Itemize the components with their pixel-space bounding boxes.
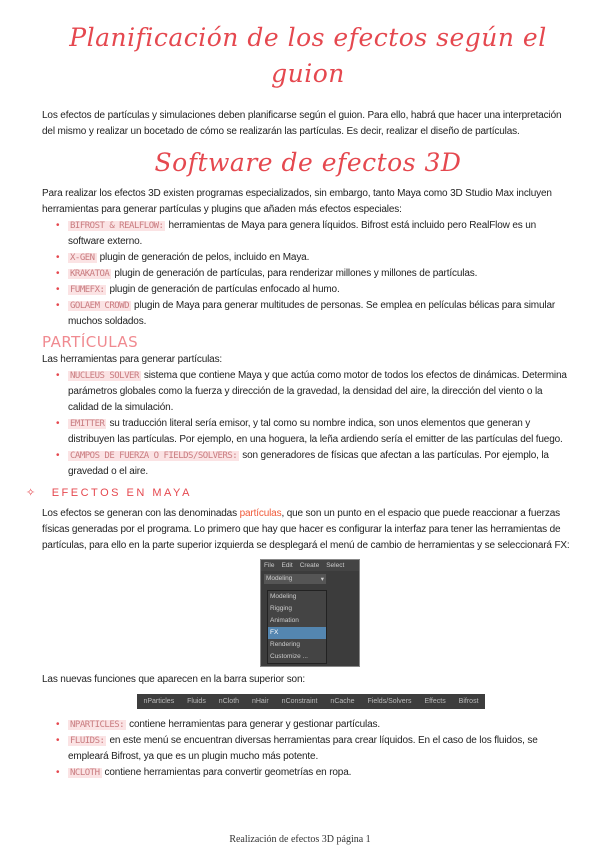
menubar-item: nCloth [218, 698, 240, 705]
term-description: contiene herramientas para generar y gestionar partículas. [129, 719, 380, 730]
list-item [56, 717, 574, 733]
maya-text: , que son un punto en el espacio que puede reaccionar a fuerzas físicas generadas por el programa. Lo primero que hay que hacer es configurar la interfaz para tener las herramientas de partículas, para ello en la parte superior izquierda se desplegará el menú de cambio de herramientas y se seleccionará FX: [42, 508, 570, 551]
page-footer: Realización de efectos 3D página 1 [229, 834, 371, 845]
particulas-intro: Las herramientas para generar partículas: [42, 354, 223, 365]
software-intro: Para realizar los efectos 3D existen programas especializados, sin embargo, tanto Maya como 3D Studio Max incluyen herramientas para generar partículas y plugins que añaden más efectos especiales: [42, 188, 552, 215]
funciones-list [56, 717, 574, 781]
workspace-dropdown [267, 590, 327, 664]
bullet-icon: • [56, 300, 60, 311]
term-description: son generadores de físicas que afectan a las partículas. Por ejemplo, la gravedad o el aire. [68, 450, 549, 477]
list-item [56, 368, 574, 416]
term-description: contiene herramientas para convertir geometrías en ropa. [104, 767, 352, 778]
list-item [56, 282, 574, 298]
bullet-icon: • [56, 252, 60, 263]
term-description: herramientas de Maya para genera líquidos. Bifrost está incluido pero RealFlow es un software externo. [68, 220, 537, 247]
maya-workspace-screenshot [260, 559, 360, 667]
highlight-particulas: partículas [239, 508, 282, 519]
term-description: plugin de Maya para generar multitudes de personas. Se emplea en películas bélicas para simular muchos soldados. [68, 300, 556, 327]
screenshot-menu-item: Select [326, 562, 345, 569]
list-item [56, 416, 574, 448]
screenshot-menu-item: Create [299, 562, 320, 569]
dropdown-option: Animation [270, 617, 299, 624]
bullet-icon: • [56, 370, 60, 381]
dropdown-option: Modeling [270, 593, 297, 600]
maya-heading [26, 484, 574, 502]
bullet-icon: • [56, 450, 60, 461]
sparkle-icon: ✧ [26, 487, 38, 499]
list-item [56, 765, 574, 781]
term-tag: CAMPOS DE FUERZA O FIELDS/SOLVERS: [70, 451, 238, 461]
nuevas-funciones-text: Las nuevas funciones que aparecen en la barra superior son: [42, 674, 305, 685]
screenshot-menu-item: Edit [281, 562, 293, 569]
term-tag: FUMEFX: [70, 285, 105, 295]
term-description: en este menú se encuentran diversas herramientas para crear líquidos. En el caso de los fluidos, se empleará Bifrost, ya que es un plugin mucho más potente. [68, 735, 538, 762]
term-tag: BIFROST & REALFLOW: [70, 221, 164, 231]
screenshot-menu-item: File [264, 562, 275, 569]
maya-fx-menubar-screenshot [137, 694, 485, 709]
section-title-software: Software de efectos 3D [154, 148, 462, 177]
term-tag: KRAKATOA [70, 269, 110, 279]
term-tag: NUCLEUS SOLVER [70, 371, 139, 381]
dropdown-option: FX [268, 627, 326, 639]
particulas-list [56, 368, 574, 480]
term-tag: NCLOTH [70, 768, 100, 778]
menubar-item: nParticles [143, 698, 175, 705]
term-tag: EMITTER [70, 419, 105, 429]
term-description: plugin de generación de partículas enfocado al humo. [109, 284, 340, 295]
screenshot-menubar [261, 560, 359, 571]
dropdown-option: Customize ... [270, 653, 308, 660]
list-item [56, 298, 574, 330]
bullet-icon: • [56, 719, 60, 730]
term-tag: FLUIDS: [70, 736, 105, 746]
selected-workspace: Modeling [266, 575, 293, 582]
bullet-icon: • [56, 767, 60, 778]
bullet-icon: • [56, 220, 60, 231]
page-title: Planificación de los efectos según el guion [69, 23, 547, 88]
menubar-item: nCache [330, 698, 355, 705]
menubar-item: Fields/Solvers [367, 698, 412, 705]
menubar-item: Fluids [187, 698, 206, 705]
list-item [56, 733, 574, 765]
software-list [56, 218, 574, 330]
bullet-icon: • [56, 418, 60, 429]
maya-text: Los efectos se generan con las denominadas [42, 508, 240, 519]
dropdown-option: Rendering [270, 641, 300, 648]
bullet-icon: • [56, 268, 60, 279]
list-item [56, 250, 574, 266]
menubar-item: Bifrost [458, 698, 479, 705]
term-tag: GOLAEM CROWD [70, 301, 130, 311]
intro-paragraph: Los efectos de partículas y simulaciones deben planificarse según el guion. Para ello, habrá que hacer una interpretación del mismo y realizar un bocetado de cómo se realizarán las partículas. Es decir, realizar el diseño de partículas. [42, 110, 562, 137]
term-tag: NPARTICLES: [70, 720, 125, 730]
bullet-icon: • [56, 735, 60, 746]
maya-heading-text: EFECTOS EN MAYA [51, 487, 192, 499]
workspace-select [264, 574, 326, 584]
maya-paragraph [42, 506, 574, 554]
particulas-heading: PARTÍCULAS [42, 333, 139, 351]
list-item [56, 218, 574, 250]
list-item [56, 448, 574, 480]
term-description: sistema que contiene Maya y que actúa como motor de todos los efectos de dinámicas. Determina parámetros globales como la fuerza y dirección de la gravedad, la densidad del aire, la dirección del viento o la calidad de la simulación. [68, 370, 567, 413]
menubar-item: nHair [251, 698, 269, 705]
term-description: plugin de generación de pelos, incluido en Maya. [99, 252, 310, 263]
menubar-item: Effects [424, 698, 446, 705]
chevron-down-icon: ▾ [320, 576, 324, 583]
term-tag: X-GEN [70, 253, 95, 263]
menubar-item: nConstraint [281, 698, 318, 705]
dropdown-option: Rigging [270, 605, 293, 612]
term-description: su traducción literal sería emisor, y tal como su nombre indica, son unos elementos que generan y distribuyen las partículas. Por ejemplo, en una hoguera, la leña ardiendo sería el emitter de las partículas del fuego. [68, 418, 563, 445]
list-item [56, 266, 574, 282]
bullet-icon: • [56, 284, 60, 295]
term-description: plugin de generación de partículas, para renderizar millones y millones de partículas. [114, 268, 478, 279]
